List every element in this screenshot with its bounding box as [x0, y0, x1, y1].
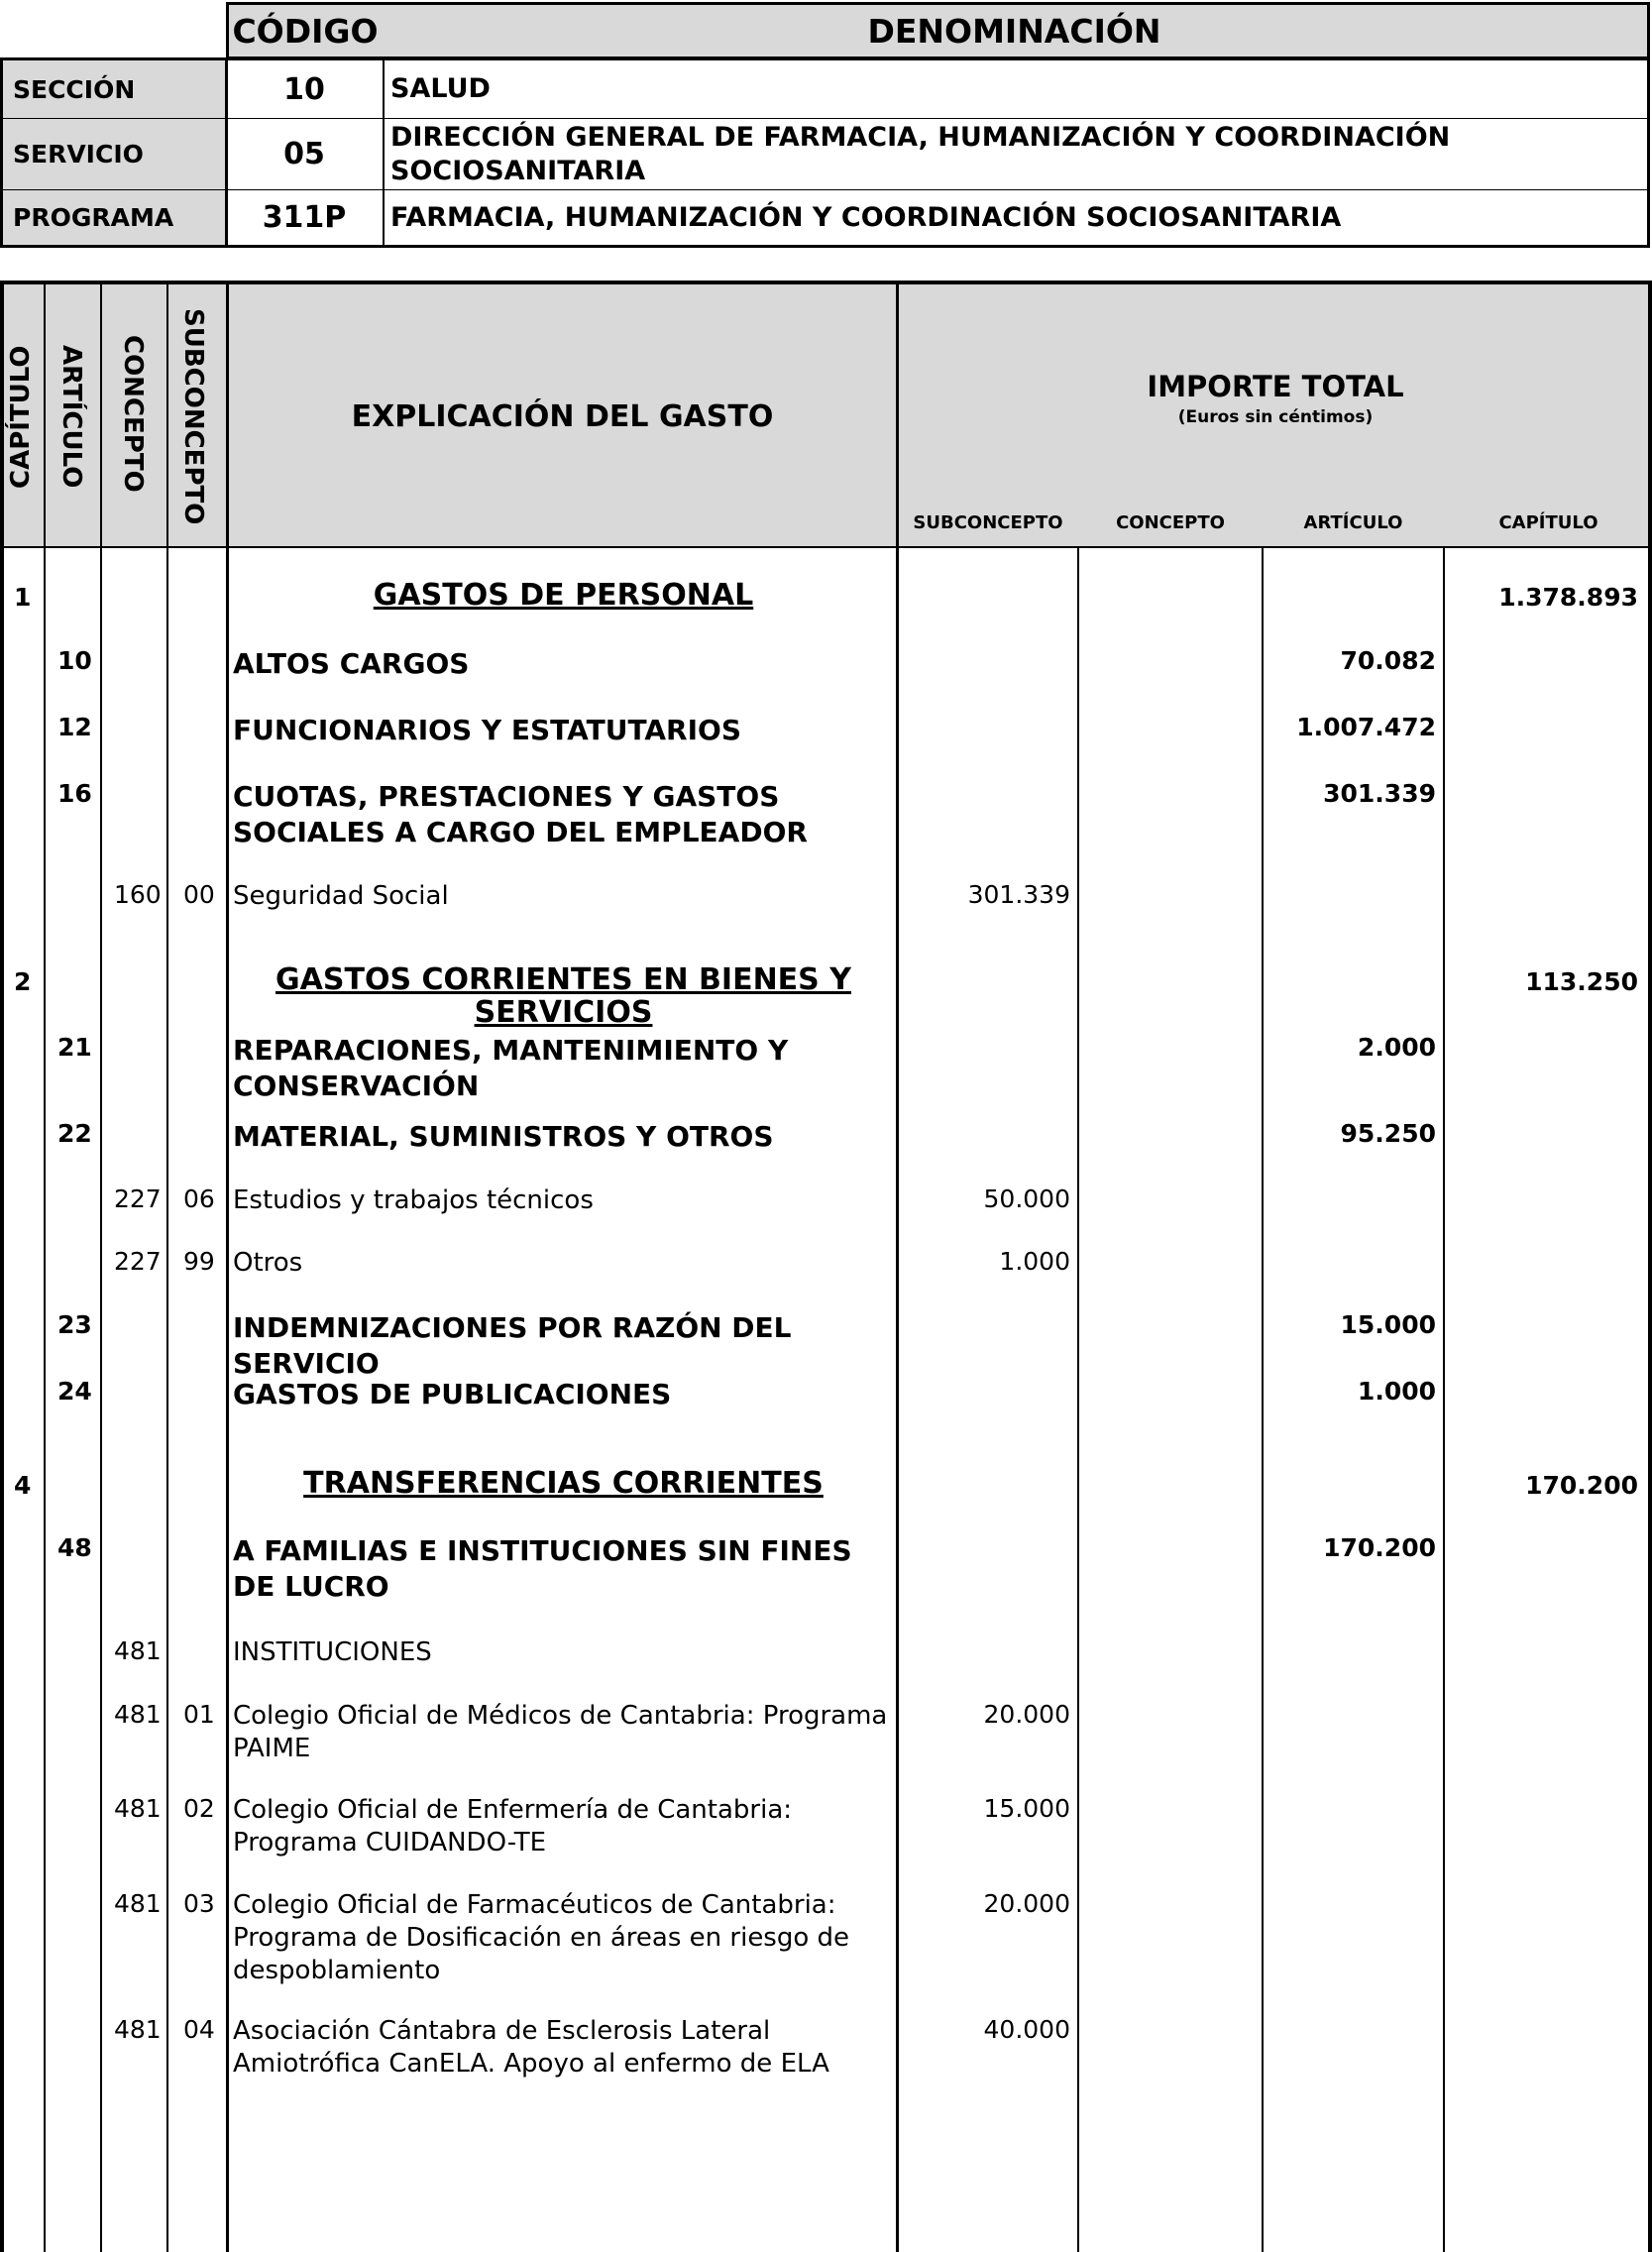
row-articulo: 21 — [57, 1033, 92, 1062]
programa-name: FARMACIA, HUMANIZACIÓN Y COORDINACIÓN SOCIOSANITARIA — [385, 190, 1650, 248]
row-subconcepto: 01 — [183, 1700, 215, 1729]
row-concepto: 481 — [114, 1889, 162, 1918]
row-explicacion: Estudios y trabajos técnicos — [233, 1185, 594, 1215]
row-amount-articulo: 301.339 — [1323, 779, 1436, 808]
row-amount-subconcepto: 40.000 — [983, 2015, 1070, 2044]
col-sep-art — [100, 281, 102, 2252]
row-amount-articulo: 1.007.472 — [1296, 713, 1436, 741]
subheader-capitulo: CAPÍTULO — [1498, 512, 1598, 533]
row-concepto: 481 — [114, 1700, 162, 1729]
row-concepto: 227 — [114, 1247, 162, 1276]
row-explicacion: GASTOS DE PUBLICACIONES — [233, 1378, 672, 1410]
row-concepto: 481 — [114, 2015, 162, 2044]
col-sep-amt-3 — [1443, 548, 1445, 2252]
row-concepto: 481 — [114, 1636, 162, 1665]
row-articulo: 24 — [57, 1377, 92, 1406]
row-explicacion: INDEMNIZACIONES POR RAZÓN DEL SERVICIO — [233, 1311, 792, 1380]
col-header-subconcepto: SUBCONCEPTO — [178, 308, 208, 525]
row-amount-articulo: 2.000 — [1357, 1033, 1436, 1062]
row-subconcepto: 03 — [183, 1889, 215, 1918]
servicio-code: 05 — [226, 119, 385, 190]
row-explicacion: MATERIAL, SUMINISTROS Y OTROS — [233, 1120, 774, 1153]
row-amount-subconcepto: 20.000 — [983, 1889, 1070, 1918]
col-header-articulo: ARTÍCULO — [56, 345, 86, 489]
seccion-label: SECCIÓN — [0, 57, 228, 119]
row-articulo: 12 — [57, 713, 92, 741]
program-header — [0, 0, 1652, 248]
row-amount-subconcepto: 301.339 — [967, 880, 1070, 909]
col-header-concepto: CONCEPTO — [118, 335, 148, 493]
header-divider — [0, 546, 1652, 548]
row-subconcepto: 04 — [183, 2015, 215, 2044]
col-sep-sub — [226, 281, 229, 2252]
row-amount-articulo: 170.200 — [1323, 1533, 1436, 1562]
row-explicacion: Colegio Oficial de Médicos de Cantabria: Programa PAIME — [233, 1701, 888, 1763]
row-amount-articulo: 95.250 — [1340, 1119, 1436, 1148]
subheader-articulo: ARTÍCULO — [1303, 512, 1403, 533]
row-explicacion: Seguridad Social — [233, 881, 449, 911]
importe-total-note: (Euros sin céntimos) — [1177, 407, 1374, 427]
row-concepto: 160 — [114, 880, 162, 909]
row-subconcepto: 99 — [183, 1247, 215, 1276]
row-amount-capitulo: 1.378.893 — [1498, 583, 1638, 612]
header-col-codigo: CÓDIGO — [226, 2, 385, 59]
row-explicacion: CUOTAS, PRESTACIONES Y GASTOS SOCIALES A CARGO DEL EMPLEADOR — [233, 780, 808, 848]
servicio-label: SERVICIO — [0, 119, 228, 190]
row-amount-articulo: 15.000 — [1340, 1310, 1436, 1339]
header-col-denominacion: DENOMINACIÓN — [382, 2, 1650, 59]
row-explicacion: Colegio Oficial de Farmacéuticos de Cantabria: Programa de Dosificación en áreas en riesgo de despoblamiento — [233, 1890, 850, 1985]
col-sep-cap — [44, 281, 46, 2252]
row-capitulo: 4 — [14, 1471, 32, 1500]
subheader-concepto: CONCEPTO — [1116, 512, 1225, 533]
row-explicacion: REPARACIONES, MANTENIMIENTO Y CONSERVACIÓN — [233, 1034, 789, 1102]
row-concepto: 227 — [114, 1184, 162, 1213]
expense-table — [0, 281, 1652, 2252]
row-amount-subconcepto: 50.000 — [983, 1184, 1070, 1213]
row-capitulo: 1 — [14, 583, 32, 612]
row-articulo: 23 — [57, 1310, 92, 1339]
row-articulo: 22 — [57, 1119, 92, 1148]
row-capitulo: 2 — [14, 967, 32, 996]
row-explicacion: FUNCIONARIOS Y ESTATUTARIOS — [233, 714, 741, 746]
col-sep-amt-1 — [1077, 548, 1079, 2252]
subheader-subconcepto: SUBCONCEPTO — [913, 512, 1063, 533]
row-explicacion: Otros — [233, 1248, 303, 1278]
row-articulo: 10 — [57, 646, 92, 675]
col-sep-con — [166, 281, 168, 2252]
row-subconcepto: 02 — [183, 1794, 215, 1823]
row-amount-capitulo: 170.200 — [1525, 1471, 1638, 1500]
row-amount-capitulo: 113.250 — [1525, 967, 1638, 996]
row-explicacion: Asociación Cántabra de Esclerosis Lateral Amiotrófica CanELA. Apoyo al enfermo de ELA — [233, 2016, 829, 2079]
row-amount-subconcepto: 15.000 — [983, 1794, 1070, 1823]
col-header-capitulo: CAPÍTULO — [6, 345, 36, 489]
row-explicacion: GASTOS CORRIENTES EN BIENES Y SERVICIOS — [275, 962, 851, 1030]
col-header-explicacion: EXPLICACIÓN DEL GASTO — [351, 399, 774, 434]
seccion-name: SALUD — [385, 57, 1650, 119]
row-subconcepto: 06 — [183, 1184, 215, 1213]
servicio-name: DIRECCIÓN GENERAL DE FARMACIA, HUMANIZACIÓN Y COORDINACIÓN SOCIOSANITARIA — [385, 119, 1650, 190]
row-amount-subconcepto: 1.000 — [999, 1247, 1070, 1276]
row-explicacion: INSTITUCIONES — [233, 1637, 432, 1667]
row-amount-subconcepto: 20.000 — [983, 1700, 1070, 1729]
row-explicacion: A FAMILIAS E INSTITUCIONES SIN FINES DE LUCRO — [233, 1534, 852, 1603]
seccion-code: 10 — [226, 57, 385, 119]
row-explicacion: ALTOS CARGOS — [233, 647, 470, 680]
row-explicacion: TRANSFERENCIAS CORRIENTES — [303, 1466, 824, 1501]
importe-total-title: IMPORTE TOTAL — [1147, 370, 1404, 403]
row-articulo: 16 — [57, 779, 92, 808]
row-amount-articulo: 1.000 — [1357, 1377, 1436, 1406]
row-concepto: 481 — [114, 1794, 162, 1823]
row-subconcepto: 00 — [183, 880, 215, 909]
row-articulo: 48 — [57, 1533, 92, 1562]
row-explicacion: GASTOS DE PERSONAL — [373, 578, 754, 613]
programa-label: PROGRAMA — [0, 190, 228, 248]
row-explicacion: Colegio Oficial de Enfermería de Cantabria: Programa CUIDANDO-TE — [233, 1795, 793, 1858]
row-amount-articulo: 70.082 — [1340, 646, 1436, 675]
programa-code: 311P — [226, 190, 385, 248]
